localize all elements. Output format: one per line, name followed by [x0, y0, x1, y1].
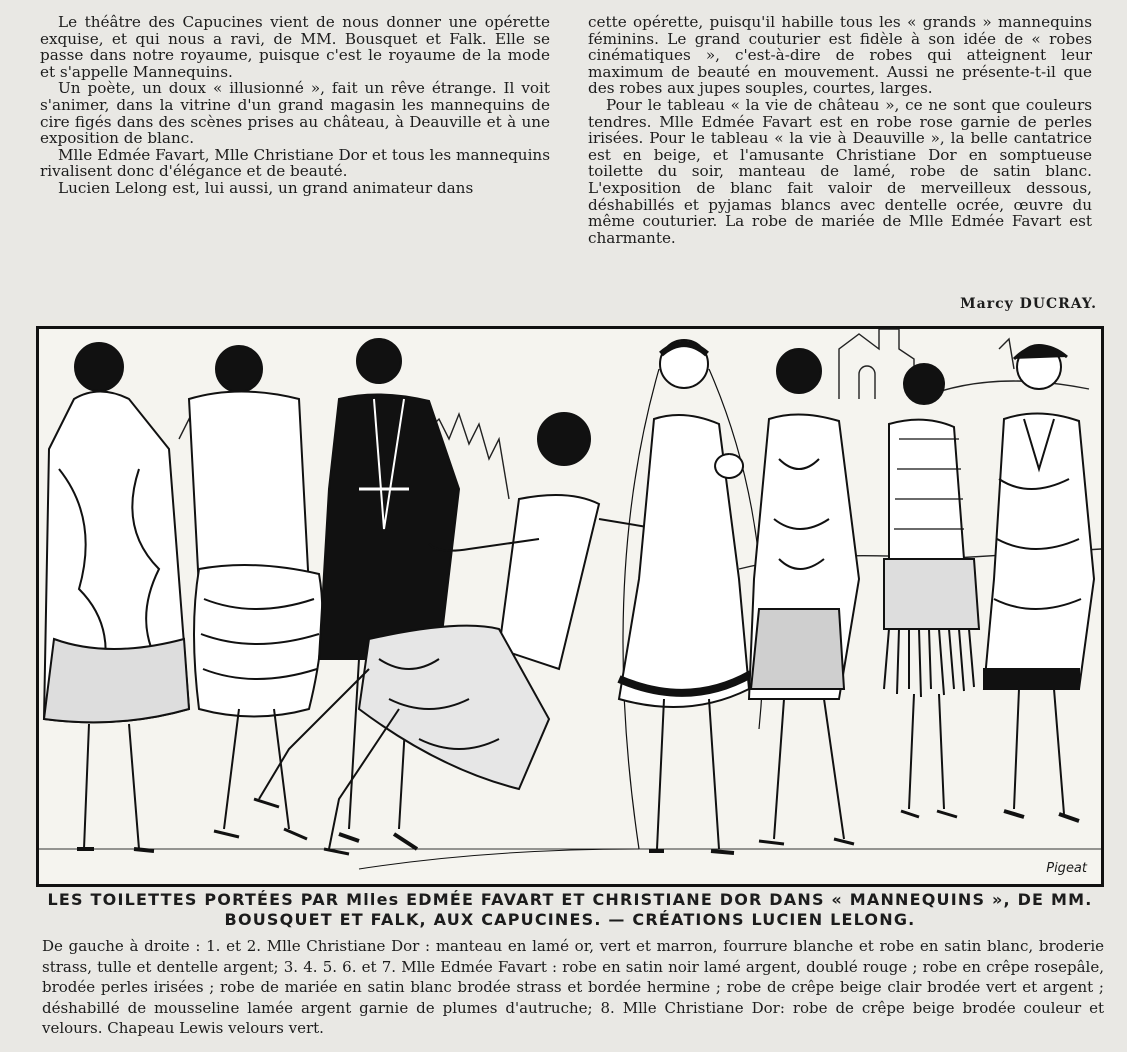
illustration-drawing	[39, 329, 1101, 884]
paragraph: Lucien Lelong est, lui aussi, un grand animateur dans	[58, 178, 474, 197]
caption-title: LES TOILETTES PORTÉES PAR Mlles EDMÉE FAVART ET CHRISTIANE DOR DANS « MANNEQUINS », DE MM. BOUSQUET ET FALK, AUX CAPUCINES. — CRÉATIONS LUCIEN LELONG.	[47, 890, 1093, 929]
figure-3-black-dress	[319, 339, 459, 849]
artist-signature: Pigeat	[1046, 861, 1087, 876]
figure-6-embroidered-dress	[749, 349, 859, 844]
article-left-column	[40, 14, 550, 197]
figure-2-ruffle-dress	[189, 346, 322, 839]
paragraph: Mlle Edmée Favart, Mlle Christiane Dor et tous les mannequins rivalisent donc d'élégance et de beauté.	[40, 145, 550, 181]
author-signature: Marcy DUCRAY.	[960, 296, 1097, 312]
paragraph: Le théâtre des Capucines vient de nous donner une opérette exquise, et qui nous a ravi, de MM. Bousquet et Falk. Elle se passe dans notre royaume, puisque c'est le royaume de la mode et s'appelle Mannequins.	[40, 13, 550, 81]
paragraph: cette opérette, puisqu'il habille tous les « grands » mannequins féminins. Le grand couturier est fidèle à son idée de « robes cinématiques », c'est-à-dire de robes qui atteignent leur maximum de beauté en mouvement. Aussi ne présente-t-il que des robes aux jupes souples, courtes, larges.	[588, 13, 1092, 98]
article-right-column	[588, 14, 1092, 246]
paragraph: Pour le tableau « la vie de château », ce ne sont que couleurs tendres. Mlle Edmée Favart est en robe rose garnie de perles irisées. Pour le tableau « la vie à Deauville », la belle cantatrice est en beige, et l'amusante Christiane Dor en somptueuse toilette du soir, manteau de lamé, robe de satin blanc. L'exposition de blanc fait valoir de merveilleux dessous, déshabillés et pyjamas blancs avec dentelle ocrée, œuvre du même couturier. La robe de mariée de Mlle Edmée Favart est charmante.	[588, 95, 1092, 247]
figure-7-fringe-dress	[884, 364, 979, 817]
fashion-illustration	[36, 326, 1104, 887]
paragraph: Un poète, un doux « illusionné », fait un rêve étrange. Il voit s'animer, dans la vitrine d'un grand magasin les mannequins de cire figés dans des scènes prises au château, à Deauville et à une exposition de blanc.	[40, 79, 550, 148]
figure-8-velvet-dress	[984, 345, 1094, 821]
caption-body: De gauche à droite : 1. et 2. Mlle Christiane Dor : manteau en lamé or, vert et marron, fourrure blanche et robe en satin blanc, broderie strass, tulle et dentelle argent; 3. 4. 5. 6. et 7. Mlle Edmée Favart : robe en satin noir lamé argent, doublé rouge ; robe en crêpe rosepâle, brodée perles irisées ; robe de mariée en satin blanc brodée strass et bordée hermine ; robe de crêpe beige clair brodée vert et argent ; déshabillé de mousseline lamée argent garnie de plumes d'autruche; 8. Mlle Christiane Dor: robe de crêpe beige brodée couleur et velours. Chapeau Lewis velours vert.	[42, 937, 1104, 1037]
figure-1-coat	[44, 343, 189, 851]
